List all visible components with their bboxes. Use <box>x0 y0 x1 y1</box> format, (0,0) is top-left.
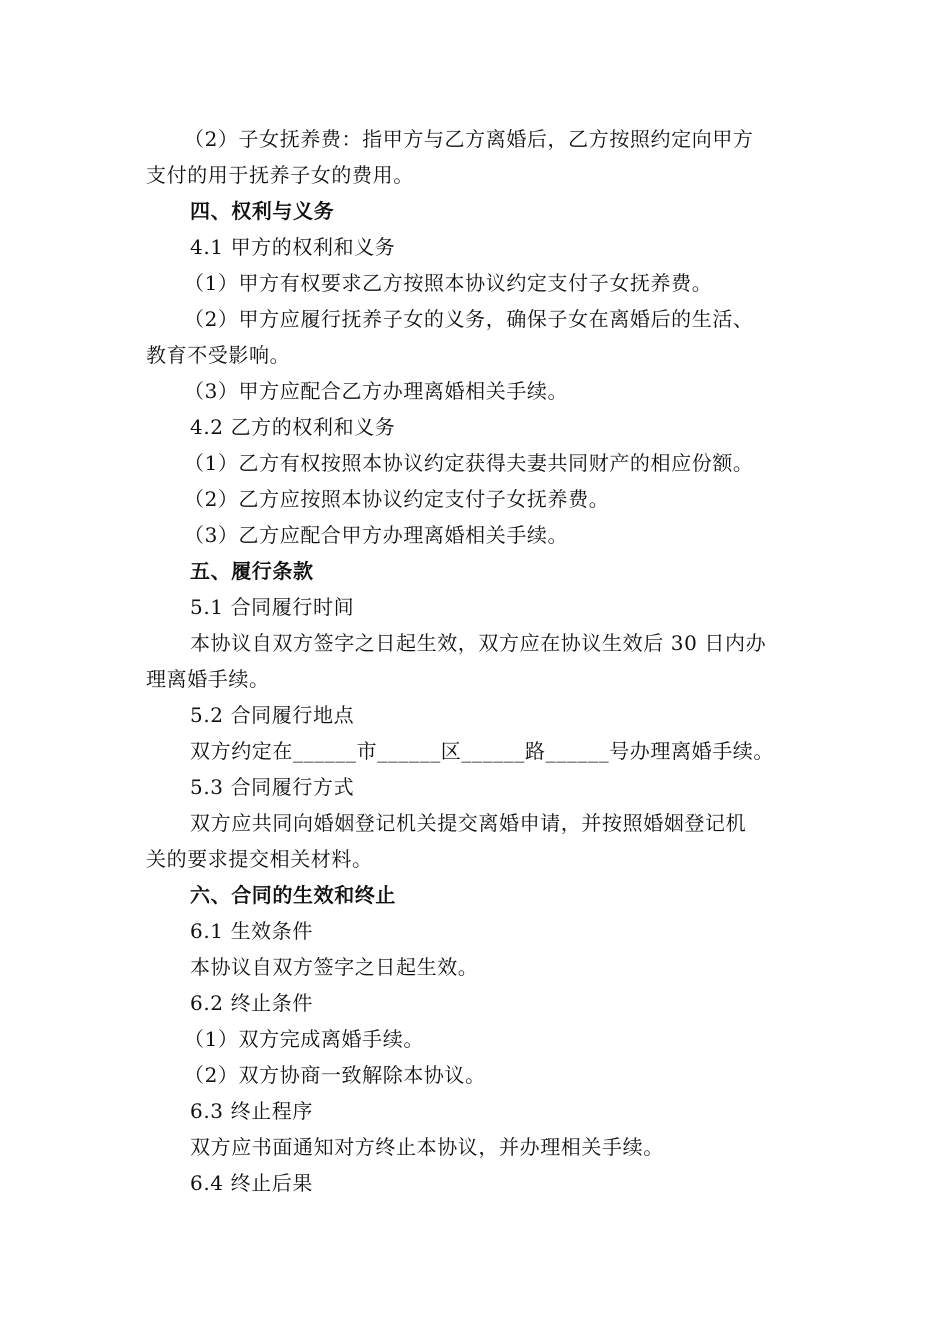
paragraph-line: 关的要求提交相关材料。 <box>146 847 373 871</box>
subsection-heading: 6.3 终止程序 <box>190 1099 313 1123</box>
subsection-heading: 5.3 合同履行方式 <box>190 775 355 799</box>
paragraph-line: （1）乙方有权按照本协议约定获得夫妻共同财产的相应份额。 <box>184 451 754 475</box>
paragraph-line: （1）甲方有权要求乙方按照本协议约定支付子女抚养费。 <box>184 271 713 295</box>
paragraph-line: 教育不受影响。 <box>146 343 291 367</box>
section-heading: 五、履行条款 <box>190 559 314 583</box>
section-heading: 四、权利与义务 <box>190 199 335 223</box>
subsection-heading: 5.1 合同履行时间 <box>190 595 355 619</box>
paragraph-line: （2）甲方应履行抚养子女的义务，确保子女在离婚后的生活、 <box>184 307 754 331</box>
subsection-heading: 6.4 终止后果 <box>190 1171 313 1195</box>
paragraph-line: 支付的用于抚养子女的费用。 <box>146 163 414 187</box>
subsection-heading: 6.1 生效条件 <box>190 919 313 943</box>
paragraph-line: （1）双方完成离婚手续。 <box>184 1027 424 1051</box>
paragraph-line: （3）乙方应配合甲方办理离婚相关手续。 <box>184 523 569 547</box>
subsection-heading: 6.2 终止条件 <box>190 991 313 1015</box>
subsection-heading: 4.2 乙方的权利和义务 <box>190 415 396 439</box>
paragraph-line: 本协议自双方签字之日起生效。 <box>190 955 479 979</box>
subsection-heading: 4.1 甲方的权利和义务 <box>190 235 396 259</box>
paragraph-line: （2）子女抚养费：指甲方与乙方离婚后，乙方按照约定向甲方 <box>184 127 754 151</box>
section-heading: 六、合同的生效和终止 <box>190 883 396 907</box>
paragraph-line: 双方应共同向婚姻登记机关提交离婚申请，并按照婚姻登记机 <box>190 811 747 835</box>
paragraph-line: （2）乙方应按照本协议约定支付子女抚养费。 <box>184 487 610 511</box>
paragraph-line: 理离婚手续。 <box>146 667 270 691</box>
subsection-heading: 5.2 合同履行地点 <box>190 703 355 727</box>
paragraph-line: 本协议自双方签字之日起生效，双方应在协议生效后 30 日内办 <box>190 631 767 655</box>
paragraph-line: 双方应书面通知对方终止本协议，并办理相关手续。 <box>190 1135 664 1159</box>
paragraph-line: （3）甲方应配合乙方办理离婚相关手续。 <box>184 379 569 403</box>
paragraph-line: 双方约定在______市______区______路______号办理离婚手续。 <box>190 739 774 763</box>
paragraph-line: （2）双方协商一致解除本协议。 <box>184 1063 486 1087</box>
